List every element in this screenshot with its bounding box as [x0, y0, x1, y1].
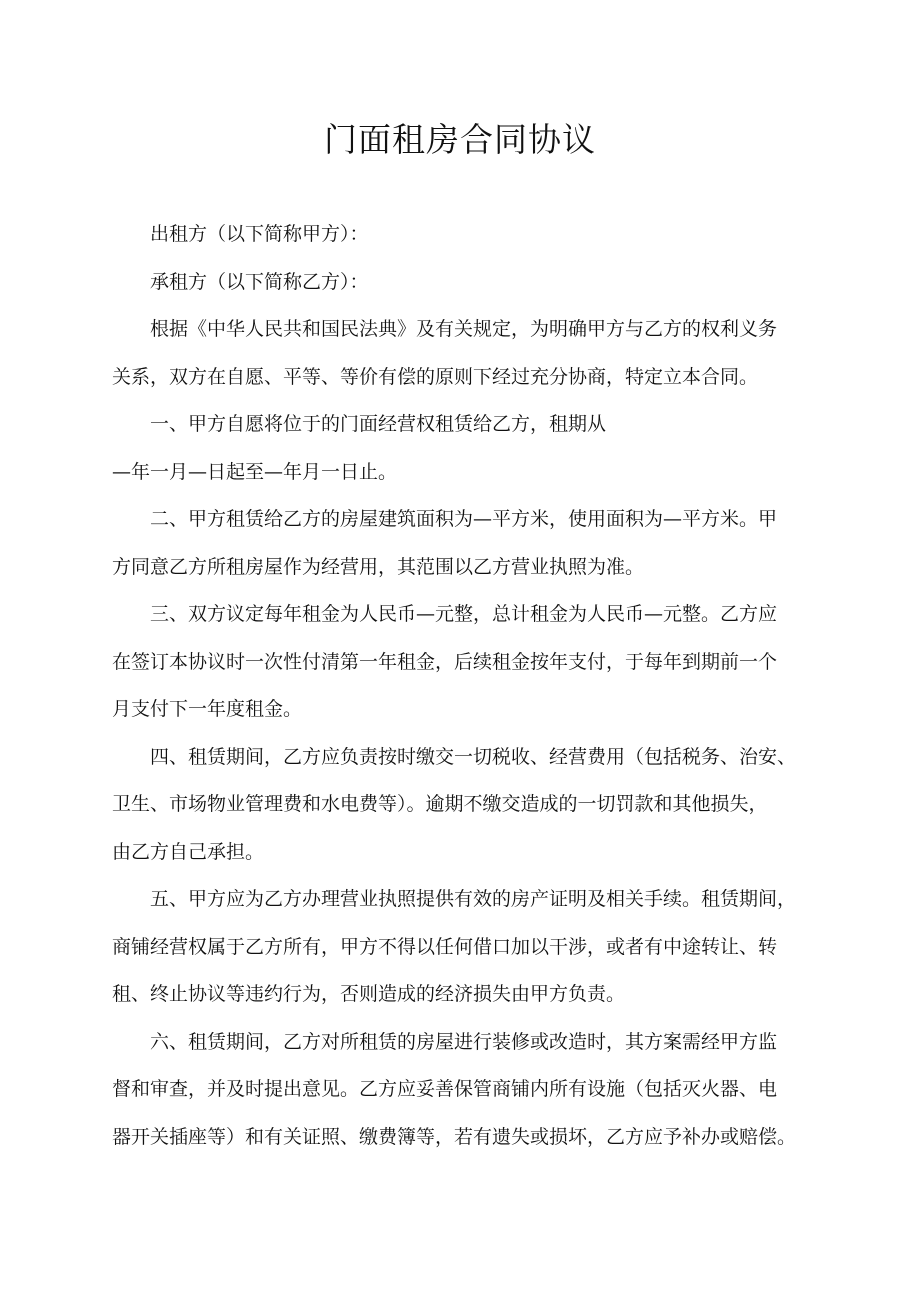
clause-4-line-3: 由乙方自己承担。 [112, 840, 265, 863]
clause-1-line-1: 一、甲方自愿将位于的门面经营权租赁给乙方，租期从 [150, 413, 607, 435]
clause-3-line-3: 月支付下一年度租金。 [112, 698, 303, 720]
clause-6-line-1: 六、租赁期间，乙方对所租赁的房屋进行装修或改造时，其方案需经甲方监 [150, 1030, 778, 1053]
clause-3-line-2: 在签订本协议时一次性付清第一年租金，后续租金按年支付，于每年到期前一个 [112, 650, 778, 673]
lessee-line: 承租方（以下简称乙方）： [150, 270, 369, 293]
clause-3-line-1: 三、双方议定每年租金为人民币—元整，总计租金为人民币—元整。乙方应 [150, 603, 778, 625]
clause-2-line-1: 二、甲方租赁给乙方的房屋建筑面积为—平方米，使用面积为—平方米。甲 [150, 508, 778, 530]
clause-6-line-3: 器开关插座等）和有关证照、缴费簿等，若有遗失或损坏，乙方应予补办或赔偿。 [112, 1125, 797, 1148]
lessor-line: 出租方（以下简称甲方）： [150, 223, 369, 245]
preamble-line-1: 根据《中华人民共和国民法典》及有关规定，为明确甲方与乙方的权利义务 [150, 318, 778, 340]
clause-5-line-2: 商铺经营权属于乙方所有，甲方不得以任何借口加以干涉，或者有中途转让、转 [112, 935, 778, 958]
clause-4-line-1: 四、租赁期间，乙方应负责按时缴交一切税收、经营费用（包括税务、治安、 [150, 745, 797, 768]
document-body [112, 211, 812, 1161]
clause-2-line-2: 方同意乙方所租房屋作为经营用，其范围以乙方营业执照为准。 [112, 555, 645, 578]
clause-5-line-1: 五、甲方应为乙方办理营业执照提供有效的房产证明及相关手续。租赁期间， [150, 888, 797, 910]
preamble-line-2: 关系，双方在自愿、平等、等价有偿的原则下经过充分协商，特定立本合同。 [112, 365, 759, 388]
clause-5-line-3: 租、终止协议等违约行为，否则造成的经济损失由甲方负责。 [112, 983, 626, 1005]
clause-1-line-2: —年一月—日起至—年月一日止。 [112, 460, 398, 483]
clause-4-line-2: 卫生、市场物业管理费和水电费等）。逾期不缴交造成的一切罚款和其他损失， [112, 793, 768, 815]
clause-6-line-2: 督和审查，并及时提出意见。乙方应妥善保管商铺内所有设施（包括灭火器、电 [112, 1078, 778, 1100]
document-title: 门面租房合同协议 [324, 120, 596, 159]
